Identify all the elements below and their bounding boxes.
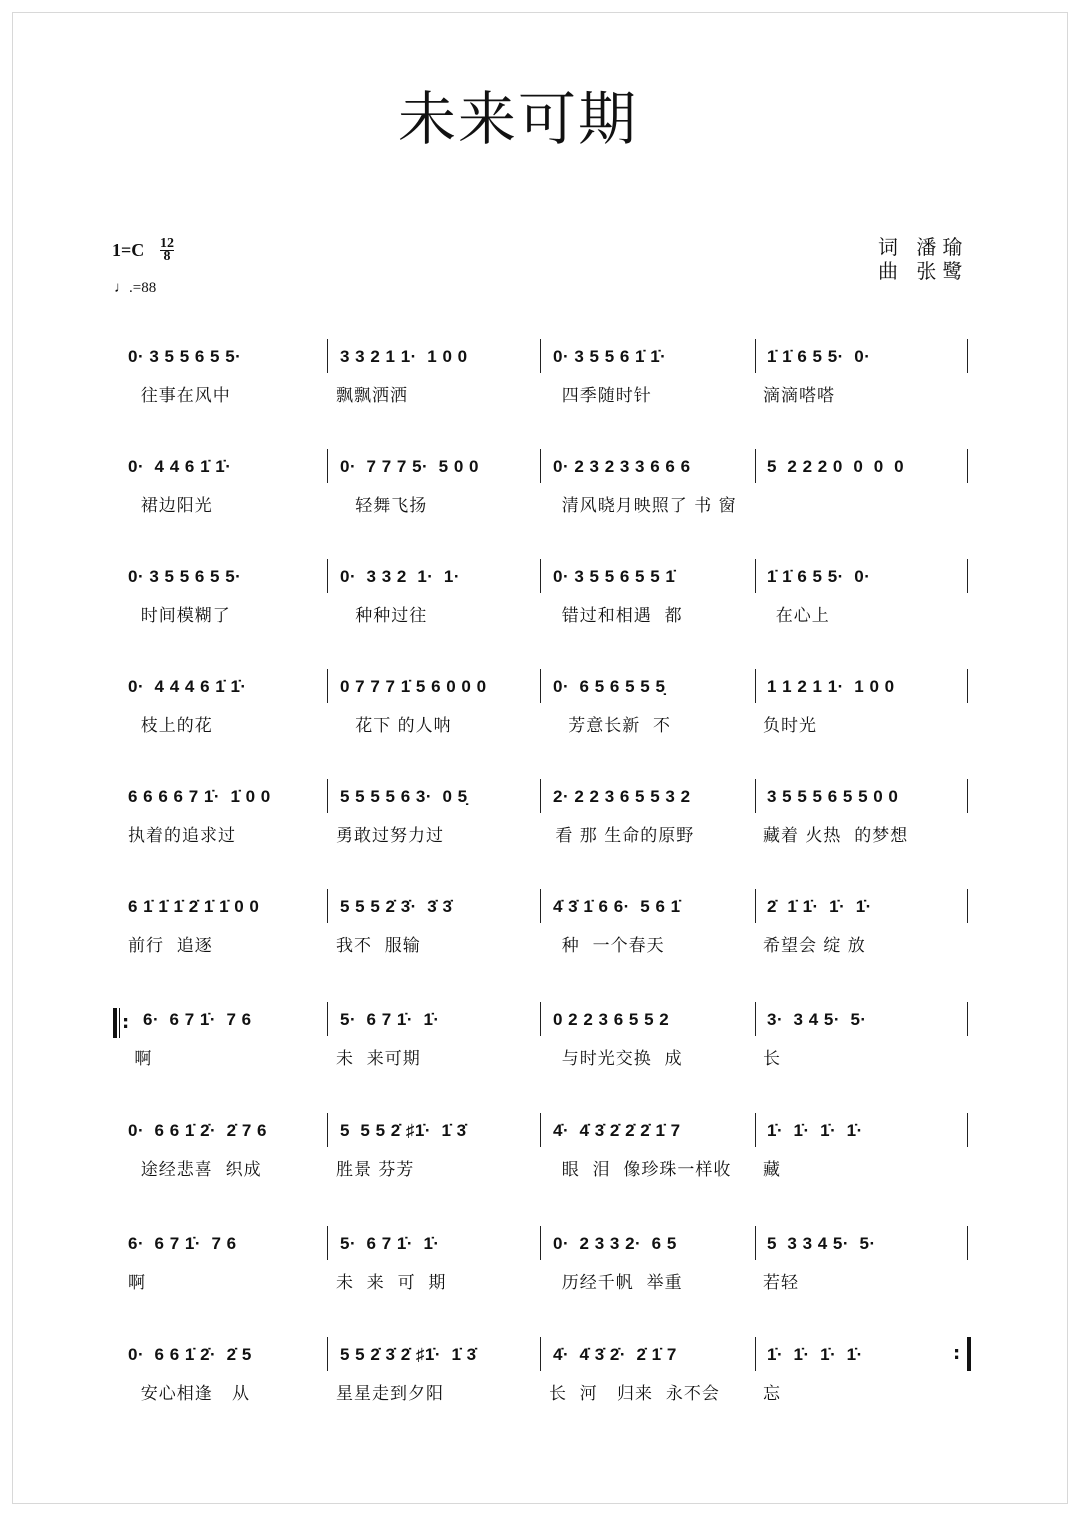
- measure-notes: 1̇· 1̇· 1̇· 1̇·: [767, 1121, 863, 1140]
- barline: [327, 449, 328, 483]
- lyric-text: 未 来可期: [336, 1049, 421, 1069]
- barline: [755, 1337, 756, 1371]
- score-row: [0, 457, 1080, 547]
- barline: [967, 339, 968, 373]
- lyric-text: 与时光交换 成: [549, 1049, 683, 1069]
- barline: [755, 1226, 756, 1260]
- measure-notes: 0 7 7 7 1̇ 5 6 0 0 0: [340, 677, 487, 696]
- measure-notes: 0· 3 5 5 6 1̇ 1̇·: [553, 347, 667, 366]
- score-row: [0, 677, 1080, 767]
- lyric-text: 滴滴嗒嗒: [763, 386, 835, 406]
- measure-notes: 0· 4 4 6 1̇ 1̇·: [128, 457, 232, 476]
- lyric-text: 错过和相遇 都: [549, 606, 683, 626]
- barline: [755, 1113, 756, 1147]
- barline: [755, 669, 756, 703]
- barline: [755, 889, 756, 923]
- lyric-text: 往事在风中: [128, 386, 231, 406]
- barline: [540, 1226, 541, 1260]
- barline: [540, 559, 541, 593]
- tempo-marking: ♩.=88: [114, 280, 157, 296]
- measure-notes: 0· 2 3 2 3 3 6 6 6: [553, 457, 691, 476]
- barline: [755, 559, 756, 593]
- lyric-text: 若轻: [763, 1273, 799, 1293]
- lyric-text: 藏: [763, 1160, 781, 1180]
- lyric-text: 啊: [128, 1049, 153, 1069]
- barline: [540, 1002, 541, 1036]
- barline: [540, 889, 541, 923]
- credits: [878, 235, 968, 283]
- measure-notes: 0 2 2 3 6 5 5 2: [553, 1010, 670, 1029]
- lyric-text: 在心上: [763, 606, 830, 626]
- lyric-text: 种 一个春天: [549, 936, 665, 956]
- lyric-text: 勇敢过努力过: [336, 826, 444, 846]
- lyric-text: 未 来 可 期: [336, 1273, 447, 1293]
- lyric-text: 我不 服输: [336, 936, 421, 956]
- lyric-text: 胜景 芬芳: [336, 1160, 415, 1180]
- key-signature: 1=C: [112, 240, 145, 260]
- measure-notes: 0· 7 7 7 5· 5 0 0: [340, 457, 479, 476]
- barline: [540, 449, 541, 483]
- measure-notes: 0· 6 6 1̇ 2̇· 2̇ 7 6: [128, 1121, 267, 1140]
- lyric-text: 藏着 火热 的梦想: [763, 826, 909, 846]
- time-signature-top: 12: [160, 236, 174, 251]
- score-row: [0, 567, 1080, 657]
- barline: [755, 779, 756, 813]
- measure-notes: 5 3 3 4 5· 5·: [767, 1234, 876, 1253]
- measure-notes: 0· 2 3 3 2· 6 5: [553, 1234, 677, 1253]
- lyricist: 词 潘瑜: [878, 235, 969, 259]
- measure-notes: 0· 3 5 5 6 5 5 1̇: [553, 567, 676, 586]
- barline: [540, 779, 541, 813]
- measure-notes: 5 2 2 2 0 0 0 0: [767, 457, 905, 476]
- measure-notes: 3 3 2 1 1· 1 0 0: [340, 347, 468, 366]
- lyric-text: 希望会 绽 放: [763, 936, 866, 956]
- measure-notes: 0· 6 6 1̇ 2̇· 2̇ 5: [128, 1345, 252, 1364]
- score-row: [0, 1121, 1080, 1211]
- measure-notes: 4̇· 4̇ 3̇ 2̇ 2̇ 2̇ 1̇ 7: [553, 1121, 681, 1140]
- measure-notes: 2· 2 2 3 6 5 5 3 2: [553, 787, 691, 806]
- measure-notes: 1̇· 1̇· 1̇· 1̇·: [767, 1345, 863, 1364]
- lyric-text: 忘: [763, 1384, 781, 1404]
- measure-notes: 3· 3 4 5· 5·: [767, 1010, 867, 1029]
- lyric-text: 种种过往: [336, 606, 428, 626]
- measure-notes: 5 5 5 2̇ ♯1̇· 1̇ 3̇: [340, 1121, 467, 1140]
- measure-notes: 5 5 2̇ 3̇ 2̇ ♯1̇· 1̇ 3̇: [340, 1345, 477, 1364]
- measure-notes: 0· 6 5 6 5 5 5̣: [553, 677, 666, 696]
- repeat-end-sign: :: [953, 1343, 961, 1364]
- lyric-text: 眼 泪 像珍珠一样收: [549, 1160, 732, 1180]
- measure-notes: 6 1̇ 1̇ 1̇ 2̇ 1̇ 1̇ 0 0: [128, 897, 260, 916]
- barline: [327, 559, 328, 593]
- barline: [540, 669, 541, 703]
- barline: [967, 1002, 968, 1036]
- measure-notes: 5· 6 7 1̇· 1̇·: [340, 1010, 440, 1029]
- measure-notes: 0· 3 3 2 1· 1·: [340, 567, 460, 586]
- barline: [967, 449, 968, 483]
- score-row: [0, 347, 1080, 437]
- barline: [967, 559, 968, 593]
- score-row: [0, 1345, 1080, 1435]
- lyric-text: 飘飘洒洒: [336, 386, 408, 406]
- measure-notes: 5 5 5 5 6 3· 0 5̣: [340, 787, 468, 806]
- barline: [755, 1002, 756, 1036]
- measure-notes: 4̇· 4̇ 3̇ 2̇· 2̇ 1̇ 7: [553, 1345, 677, 1364]
- lyric-text: 看 那 生命的原野: [549, 826, 695, 846]
- barline: [755, 339, 756, 373]
- score-row: [0, 897, 1080, 987]
- barline: [327, 889, 328, 923]
- barline: [967, 1226, 968, 1260]
- measure-notes: 2̇ 1̇ 1̇· 1̇· 1̇·: [767, 897, 872, 916]
- measure-notes: 4̇ 3̇ 1̇ 6 6· 5 6 1̇: [553, 897, 681, 916]
- barline: [967, 1113, 968, 1147]
- measure-notes: 5 5 5 2̇ 3̇· 3̇ 3̇: [340, 897, 453, 916]
- measure-notes: 6 6 6 6 7 1̇· 1̇ 0 0: [128, 787, 271, 806]
- lyric-text: 花下 的人呐: [336, 716, 452, 736]
- measure-notes: 6· 6 7 1̇· 7 6: [143, 1010, 252, 1029]
- lyric-text: 途经悲喜 织成: [128, 1160, 262, 1180]
- measure-notes: 1̇ 1̇ 6 5 5· 0·: [767, 567, 871, 586]
- lyric-text: 啊: [128, 1273, 146, 1293]
- barline: [540, 339, 541, 373]
- lyric-text: 历经千帆 举重: [549, 1273, 683, 1293]
- lyric-text: 轻舞飞扬: [336, 496, 428, 516]
- barline: [967, 669, 968, 703]
- barline: [327, 669, 328, 703]
- measure-notes: 5· 6 7 1̇· 1̇·: [340, 1234, 440, 1253]
- lyric-text: 枝上的花: [128, 716, 213, 736]
- barline: [540, 1337, 541, 1371]
- score-row: [0, 787, 1080, 877]
- measure-notes: 1 1 2 1 1· 1 0 0: [767, 677, 895, 696]
- lyric-text: 执着的追求过: [128, 826, 236, 846]
- score-row: [0, 1010, 1080, 1100]
- lyric-text: 负时光: [763, 716, 817, 736]
- lyric-text: 长 河 归来 永不会: [549, 1384, 720, 1404]
- barline: [327, 339, 328, 373]
- measure-notes: 0· 3 5 5 6 5 5·: [128, 567, 242, 586]
- lyric-text: 长: [763, 1049, 781, 1069]
- time-signature-bottom: 8: [160, 250, 174, 263]
- song-title: 未来可期: [397, 85, 638, 153]
- measure-notes: 0· 3 5 5 6 5 5·: [128, 347, 242, 366]
- barline: [327, 1337, 328, 1371]
- measure-notes: 1̇ 1̇ 6 5 5· 0·: [767, 347, 871, 366]
- time-signature: [160, 238, 174, 263]
- lyric-text: 清风晓月映照了 书 窗: [549, 496, 737, 516]
- barline: [967, 1337, 971, 1371]
- lyric-text: 前行 追逐: [128, 936, 213, 956]
- measure-notes: 3 5 5 5 6 5 5 0 0: [767, 787, 899, 806]
- lyric-text: 安心相逢 从: [128, 1384, 251, 1404]
- barline: [967, 889, 968, 923]
- measure-notes: 6· 6 7 1̇· 7 6: [128, 1234, 237, 1253]
- barline: [327, 1002, 328, 1036]
- repeat-start-sign: :: [113, 1008, 129, 1038]
- barline: [327, 1226, 328, 1260]
- composer: 曲 张鹭: [878, 259, 969, 283]
- lyric-text: 芳意长新 不: [549, 716, 672, 736]
- lyric-text: 星星走到夕阳: [336, 1384, 444, 1404]
- lyric-text: 裙边阳光: [128, 496, 213, 516]
- barline: [755, 449, 756, 483]
- barline: [327, 779, 328, 813]
- lyric-text: 四季随时针: [549, 386, 652, 406]
- measure-notes: 0· 4 4 4 6 1̇ 1̇·: [128, 677, 247, 696]
- barline: [967, 779, 968, 813]
- lyric-text: 时间模糊了: [128, 606, 231, 626]
- barline: [540, 1113, 541, 1147]
- score-row: [0, 1234, 1080, 1324]
- barline: [327, 1113, 328, 1147]
